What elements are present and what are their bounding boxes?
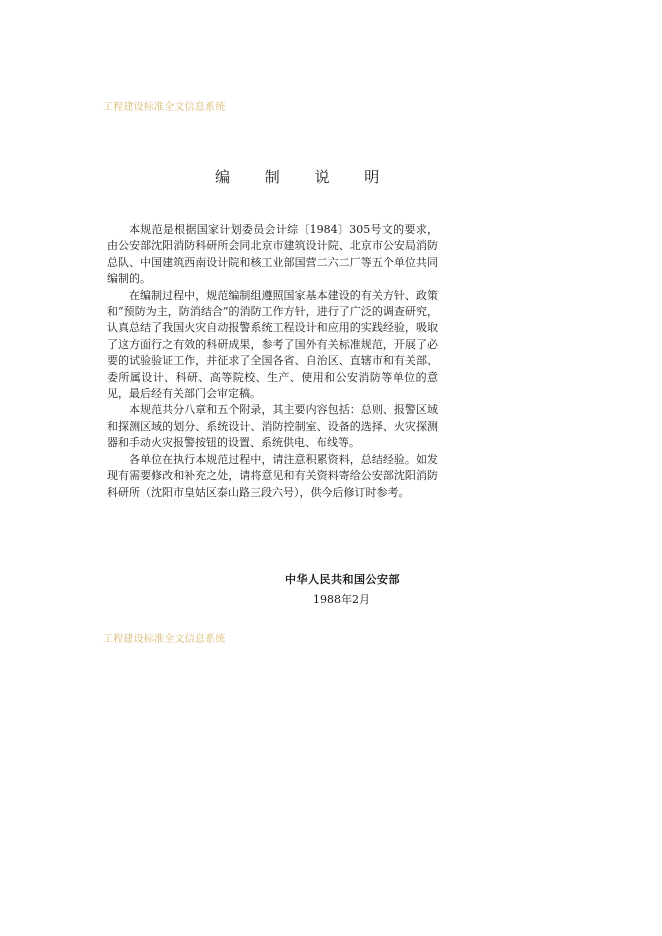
document-body	[107, 222, 438, 501]
paragraph: 本规范是根据国家计划委员会计综〔1984〕305号文的要求，由公安部沈阳消防科研所会同北京市建筑设计院、北京市公安局消防总队、中国建筑西南设计院和核工业部国营二六二厂等五个单位共同编制的。	[107, 223, 438, 286]
page-title: 编 制 说 明	[215, 168, 395, 186]
paragraph: 本规范共分八章和五个附录，其主要内容包括：总则、报警区域和探测区域的划分、系统设计、消防控制室、设备的选择、火灾探测器和手动火灾报警按钮的设置、系统供电、布线等。	[107, 403, 438, 450]
paragraph: 各单位在执行本规范过程中，请注意积累资料，总结经验。如发现有需要修改和补充之处，请将意见和有关资料寄给公安部沈阳消防科研所（沈阳市皇姑区泰山路三段六号），供今后修订时参考。	[107, 452, 438, 499]
signature-date: 1988年2月	[313, 593, 370, 606]
watermark-bottom: 工程建设标准全文信息系统	[103, 634, 226, 645]
signature-organization: 中华人民共和国公安部	[285, 573, 400, 586]
paragraph: 在编制过程中，规范编制组遵照国家基本建设的有关方针、政策和“预防为主，防消结合”的消防工作方针，进行了广泛的调查研究，认真总结了我国火灾自动报警系统工程设计和应用的实践经验，吸取了这方面行之有效的科研成果，参考了国外有关标准规范，开展了必要的试验验证工作，并征求了全国各省、自治区、直辖市和有关部、委所属设计、科研、高等院校、生产、使用和公安消防等单位的意见，最后经有关部门会审定稿。	[107, 288, 438, 401]
watermark-top: 工程建设标准全文信息系统	[103, 102, 226, 113]
